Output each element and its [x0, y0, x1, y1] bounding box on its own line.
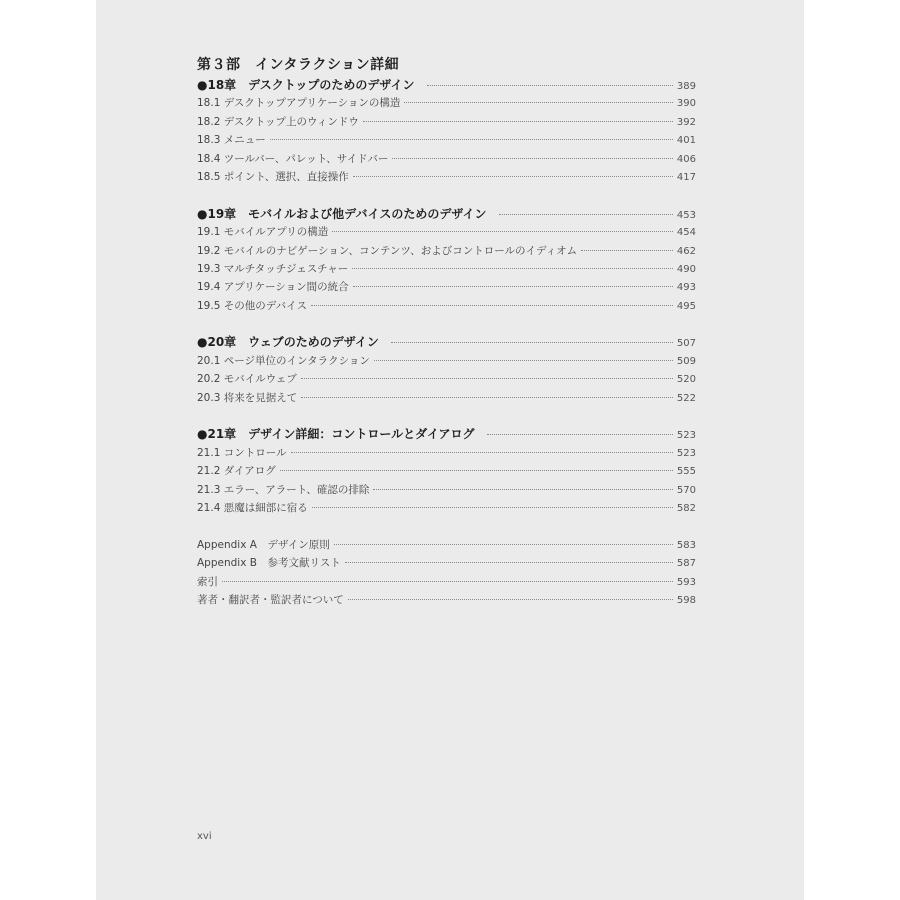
entry-page-number: 582	[676, 502, 696, 514]
entry-page-number: 509	[676, 355, 696, 367]
entry-page-number: 390	[676, 98, 696, 110]
entry-title: 21.4 悪魔は細部に宿る	[197, 501, 308, 514]
entry-title: 19.3 マルチタッチジェスチャー	[197, 262, 349, 275]
entry-page-number: 495	[676, 300, 696, 312]
section-entry[interactable]	[197, 94, 696, 112]
entry-page-number: 593	[676, 576, 696, 588]
dot-leader	[374, 360, 673, 361]
dot-leader	[345, 562, 673, 563]
entry-title: ●20章 ウェブのためのデザイン	[197, 335, 379, 350]
dot-leader	[352, 268, 673, 269]
entry-title: 18.1 デスクトップアプリケーションの構造	[197, 97, 401, 110]
back-matter-entry[interactable]	[197, 591, 696, 609]
entry-page-number: 406	[676, 153, 696, 165]
dot-leader	[373, 489, 673, 490]
entry-title: Appendix B 参考文献リスト	[197, 557, 341, 570]
section-entry[interactable]	[197, 260, 696, 278]
page-number-folio: xvi	[197, 831, 212, 842]
dot-leader	[334, 544, 673, 545]
dot-leader	[487, 434, 673, 435]
section-entry[interactable]	[197, 242, 696, 260]
dot-leader	[301, 378, 673, 379]
entry-page-number: 454	[676, 227, 696, 239]
chapter-entry[interactable]	[197, 76, 696, 94]
dot-leader	[427, 85, 673, 86]
entry-title: 18.2 デスクトップ上のウィンドウ	[197, 115, 359, 128]
dot-leader	[499, 214, 673, 215]
section-entry[interactable]	[197, 499, 696, 517]
chapter-entry[interactable]	[197, 333, 696, 351]
entry-title: ●18章 デスクトップのためのデザイン	[197, 78, 415, 92]
section-spacer	[197, 186, 696, 204]
entry-page-number: 555	[676, 466, 696, 478]
entry-title: 著者・翻訳者・監訳者について	[197, 593, 344, 606]
section-entry[interactable]	[197, 481, 696, 499]
section-entry[interactable]	[197, 131, 696, 149]
entry-page-number: 520	[676, 374, 696, 386]
section-spacer	[197, 407, 696, 425]
entry-page-number: 490	[676, 263, 696, 275]
entry-title: 18.5 ポイント、選択、直接操作	[197, 170, 349, 183]
dot-leader	[363, 121, 673, 122]
section-entry[interactable]	[197, 297, 696, 315]
section-entry[interactable]	[197, 462, 696, 480]
section-entry[interactable]	[197, 352, 696, 370]
entry-page-number: 493	[676, 282, 696, 294]
entry-page-number: 598	[676, 594, 696, 606]
entry-page-number: 401	[676, 135, 696, 147]
section-entry[interactable]	[197, 223, 696, 241]
entry-title: ●21章 デザイン詳細：コントロールとダイアログ	[197, 427, 475, 442]
section-entry[interactable]	[197, 444, 696, 462]
back-matter-entry[interactable]	[197, 536, 696, 554]
entry-page-number: 392	[676, 116, 696, 128]
dot-leader	[581, 250, 673, 251]
entry-title: 19.5 その他のデバイス	[197, 299, 307, 312]
dot-leader	[311, 305, 673, 306]
entry-page-number: 462	[676, 245, 696, 257]
entry-title: 20.3 将来を見据えて	[197, 391, 298, 404]
dot-leader	[353, 286, 673, 287]
dot-leader	[301, 397, 673, 398]
entry-title: 21.3 エラー、アラート、確認の排除	[197, 483, 370, 496]
section-entry[interactable]	[197, 150, 696, 168]
chapter-entry[interactable]	[197, 205, 696, 223]
section-entry[interactable]	[197, 168, 696, 186]
entry-title: 21.1 コントロール	[197, 446, 287, 459]
dot-leader	[280, 470, 673, 471]
dot-leader	[348, 599, 673, 600]
section-spacer	[197, 315, 696, 333]
section-entry[interactable]	[197, 278, 696, 296]
entry-title: Appendix A デザイン原則	[197, 538, 330, 551]
entry-page-number: 453	[676, 209, 696, 221]
dot-leader	[392, 158, 673, 159]
section-entry[interactable]	[197, 389, 696, 407]
dot-leader	[353, 176, 673, 177]
table-of-contents	[197, 55, 696, 609]
dot-leader	[312, 507, 673, 508]
section-entry[interactable]	[197, 113, 696, 131]
entry-title: 19.1 モバイルアプリの構造	[197, 226, 329, 239]
entry-page-number: 523	[676, 430, 696, 442]
entry-page-number: 583	[676, 539, 696, 551]
entry-page-number: 587	[676, 558, 696, 570]
entry-page-number: 507	[676, 338, 696, 350]
entry-title: 18.4 ツールバー、パレット、サイドバー	[197, 152, 389, 165]
section-spacer	[197, 517, 696, 535]
section-entry[interactable]	[197, 370, 696, 388]
dot-leader	[270, 139, 673, 140]
entry-title: ●19章 モバイルおよび他デバイスのためのデザイン	[197, 206, 487, 221]
entry-title: 20.1 ページ単位のインタラクション	[197, 354, 370, 367]
dot-leader	[391, 342, 673, 343]
entry-page-number: 570	[676, 484, 696, 496]
dot-leader	[404, 102, 672, 103]
entry-title: 19.4 アプリケーション間の統合	[197, 281, 349, 294]
entry-page-number: 417	[676, 171, 696, 183]
dot-leader	[332, 231, 673, 232]
back-matter-entry[interactable]	[197, 573, 696, 591]
entry-page-number: 523	[676, 447, 696, 459]
entry-page-number: 522	[676, 392, 696, 404]
entry-title: 19.2 モバイルのナビゲーション、コンテンツ、およびコントロールのイディオム	[197, 244, 578, 257]
entry-title: 21.2 ダイアログ	[197, 465, 276, 478]
chapter-entry[interactable]	[197, 425, 696, 443]
entry-title: 18.3 メニュー	[197, 134, 266, 147]
part-title: 第３部 インタラクション詳細	[197, 57, 400, 73]
entry-title: 索引	[197, 575, 218, 588]
back-matter-entry[interactable]	[197, 554, 696, 572]
entry-title: 20.2 モバイルウェブ	[197, 373, 297, 386]
entry-page-number: 389	[676, 81, 696, 92]
dot-leader	[222, 581, 673, 582]
toc-body	[197, 76, 696, 609]
dot-leader	[291, 452, 673, 453]
